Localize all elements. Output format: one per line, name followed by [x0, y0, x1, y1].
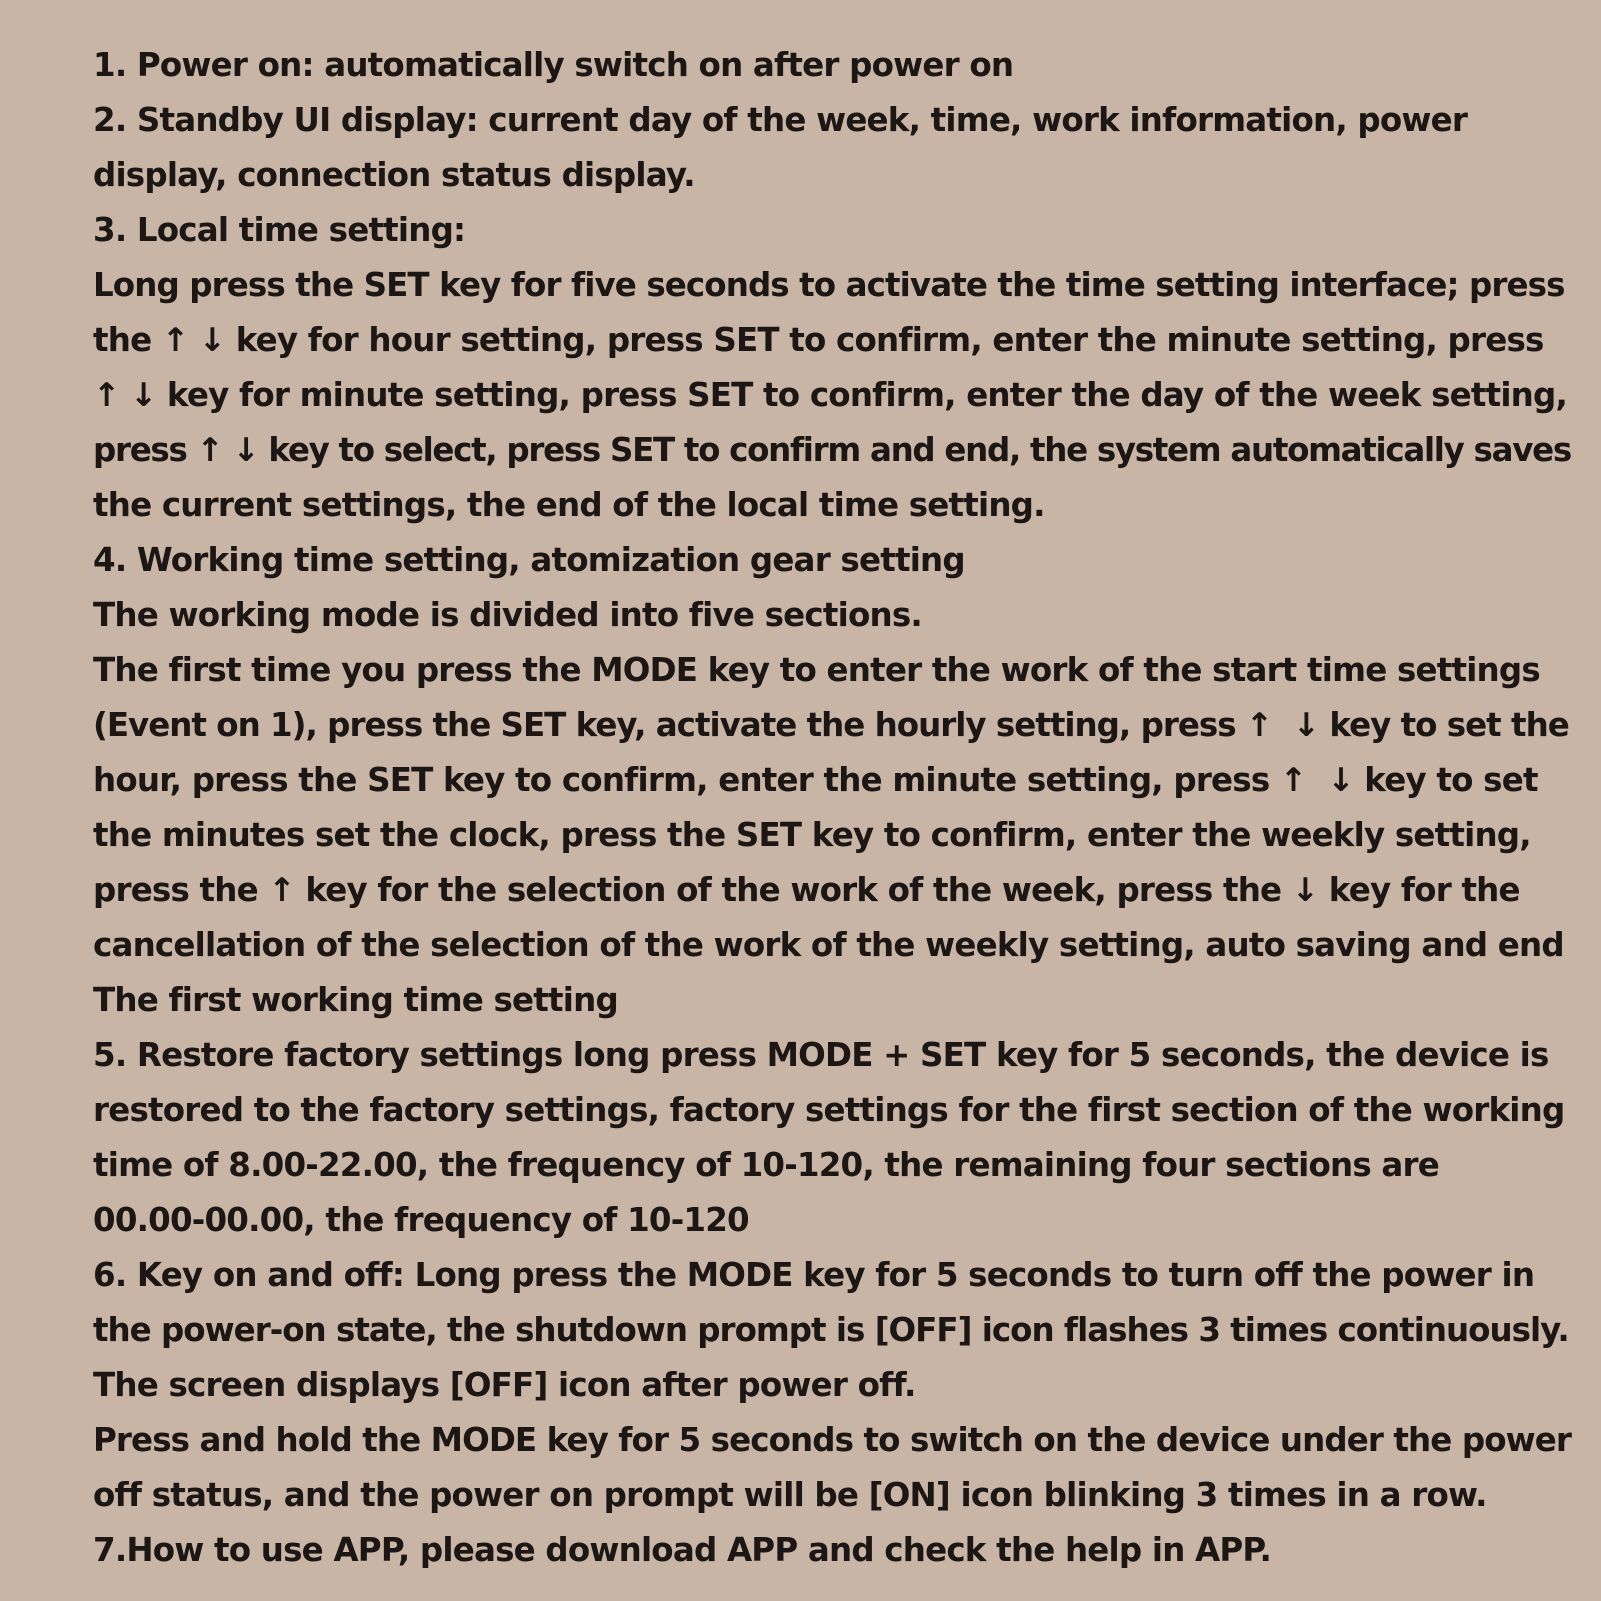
text-line: The first time you press the MODE key to enter the work of the start time settings — [93, 651, 1540, 689]
text-line: 3. Local time setting: — [93, 211, 466, 249]
text-line: Press and hold the MODE key for 5 seconds to switch on the device under the power — [93, 1421, 1572, 1459]
instruction-text — [93, 38, 1571, 1578]
text-line: 1. Power on: automatically switch on after power on — [93, 46, 1014, 84]
text-line: off status, and the power on prompt will be [ON] icon blinking 3 times in a row. — [93, 1476, 1487, 1514]
text-line: 7.How to use APP, please download APP and check the help in APP. — [93, 1531, 1272, 1569]
text-line: time of 8.00-22.00, the frequency of 10-120, the remaining four sections are — [93, 1146, 1440, 1184]
text-line: hour, press the SET key to confirm, enter the minute setting, press ↑ ↓ key to set — [93, 761, 1538, 799]
text-line: the minutes set the clock, press the SET key to confirm, enter the weekly setting, — [93, 816, 1531, 854]
text-line: 2. Standby UI display: current day of the week, time, work information, power — [93, 101, 1468, 139]
text-line: 4. Working time setting, atomization gear setting — [93, 541, 965, 579]
text-line: The first working time setting — [93, 981, 618, 1019]
text-line: ↑ ↓ key for minute setting, press SET to confirm, enter the day of the week setting, — [93, 376, 1568, 414]
text-line: the current settings, the end of the local time setting. — [93, 486, 1045, 524]
text-line: The screen displays [OFF] icon after power off. — [93, 1366, 916, 1404]
text-line: Long press the SET key for five seconds to activate the time setting interface; press — [93, 266, 1565, 304]
text-line: the power-on state, the shutdown prompt is [OFF] icon flashes 3 times continuously. — [93, 1311, 1569, 1349]
text-line: display, connection status display. — [93, 156, 695, 194]
text-line: 6. Key on and off: Long press the MODE key for 5 seconds to turn off the power in — [93, 1256, 1535, 1294]
text-line: press the ↑ key for the selection of the work of the week, press the ↓ key for the — [93, 871, 1520, 909]
text-line: press ↑ ↓ key to select, press SET to confirm and end, the system automatically saves — [93, 431, 1571, 469]
text-line: (Event on 1), press the SET key, activate the hourly setting, press ↑ ↓ key to set the — [93, 706, 1569, 744]
text-line: 00.00-00.00, the frequency of 10-120 — [93, 1201, 749, 1239]
text-line: 5. Restore factory settings long press MODE + SET key for 5 seconds, the device is — [93, 1036, 1549, 1074]
text-line: cancellation of the selection of the work of the weekly setting, auto saving and end — [93, 926, 1564, 964]
text-line: the ↑ ↓ key for hour setting, press SET to confirm, enter the minute setting, press — [93, 321, 1544, 359]
text-line: restored to the factory settings, factory settings for the first section of the working — [93, 1091, 1565, 1129]
text-line: The working mode is divided into five sections. — [93, 596, 922, 634]
